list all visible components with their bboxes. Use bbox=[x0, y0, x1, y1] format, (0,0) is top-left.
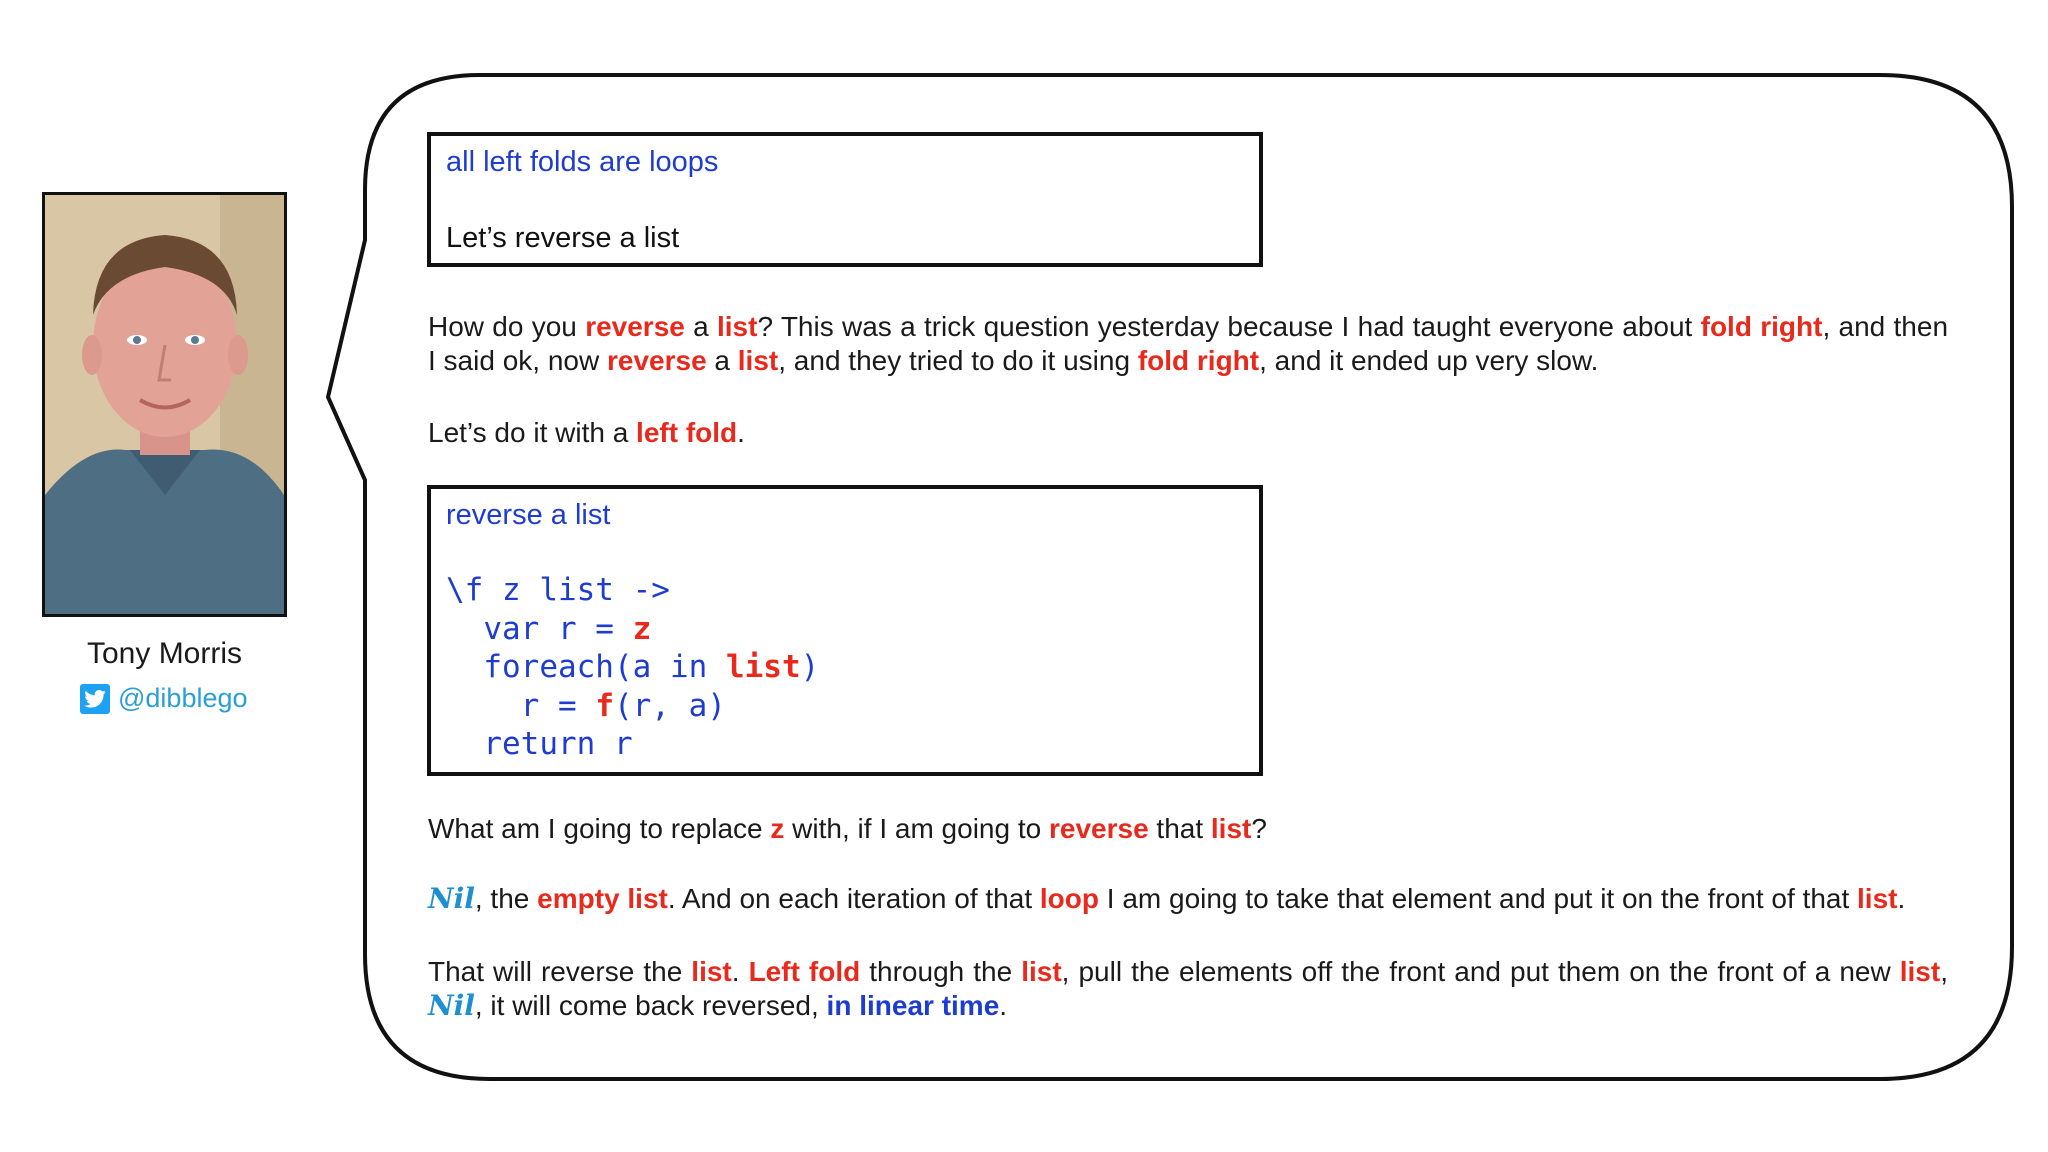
text-segment: , pull the elements off the front and put them on the front of a new bbox=[1061, 956, 1900, 987]
text-segment: Let’s do it with a bbox=[428, 417, 637, 448]
text-segment: list bbox=[717, 311, 758, 342]
topic-title: all left folds are loops bbox=[446, 146, 719, 178]
text-segment: Left fold bbox=[748, 956, 861, 987]
text-segment: , it will come back reversed, bbox=[474, 990, 827, 1021]
paragraph-5 bbox=[428, 955, 1948, 1023]
code-segment: z bbox=[632, 610, 652, 647]
text-segment: z bbox=[770, 813, 785, 844]
text-segment: ? This was a trick question yesterday because I had taught everyone about bbox=[757, 311, 1701, 342]
speaker-handle-text: @dibblego bbox=[118, 683, 248, 713]
text-segment: loop bbox=[1039, 883, 1099, 914]
text-segment: , and they tried to do it using bbox=[778, 345, 1138, 376]
text-segment: list bbox=[691, 956, 732, 987]
text-segment: , bbox=[1940, 956, 1948, 987]
topic-subtitle: Let’s reverse a list bbox=[446, 222, 680, 254]
code-title: reverse a list bbox=[446, 499, 611, 531]
topic-box bbox=[427, 132, 1263, 267]
text-segment: What am I going to replace bbox=[428, 813, 771, 844]
text-segment: , and it ended up very slow. bbox=[1259, 345, 1599, 376]
text-segment: ? bbox=[1251, 813, 1267, 844]
code-segment: var r = bbox=[446, 610, 633, 647]
text-segment: . bbox=[731, 956, 749, 987]
text-segment: Nil bbox=[428, 989, 475, 1022]
text-segment: with, if I am going to bbox=[784, 813, 1049, 844]
text-segment: , the bbox=[474, 883, 538, 914]
speaker-portrait bbox=[45, 195, 284, 614]
code-line bbox=[446, 687, 819, 726]
text-segment: . bbox=[1897, 883, 1906, 914]
text-segment: in linear time bbox=[826, 990, 1000, 1021]
code-segment: return r bbox=[446, 726, 633, 762]
twitter-icon bbox=[80, 684, 110, 714]
text-segment: left fold bbox=[636, 417, 738, 448]
text-segment: reverse bbox=[606, 345, 707, 376]
code-segment: ) bbox=[800, 649, 820, 685]
text-segment: . bbox=[999, 990, 1008, 1021]
code-segment: f bbox=[595, 687, 614, 724]
text-segment: list bbox=[1210, 813, 1252, 844]
text-segment: list bbox=[1899, 956, 1941, 987]
paragraph-2 bbox=[428, 416, 1948, 450]
code-segment: foreach(a in bbox=[446, 649, 726, 685]
text-segment: How do you bbox=[428, 311, 586, 342]
text-segment: reverse bbox=[1048, 813, 1149, 844]
code-line bbox=[446, 648, 819, 687]
text-segment: list bbox=[1857, 883, 1898, 914]
text-segment: I am going to take that element and put it on the front of that bbox=[1098, 883, 1858, 914]
text-segment: a bbox=[706, 345, 738, 376]
code-box bbox=[427, 485, 1263, 776]
text-segment: That will reverse the bbox=[428, 956, 692, 987]
code-segment: (r, a) bbox=[613, 687, 726, 724]
text-segment: through the bbox=[860, 956, 1022, 987]
speaker-photo bbox=[42, 192, 287, 617]
paragraph-1 bbox=[428, 310, 1948, 378]
code-segment: r = bbox=[446, 687, 596, 724]
speaker-name: Tony Morris bbox=[86, 637, 243, 670]
code-segment: \f z list -> bbox=[446, 572, 670, 608]
code-line bbox=[446, 571, 819, 610]
code-line bbox=[446, 610, 819, 649]
code-block bbox=[446, 571, 819, 764]
text-segment: . And on each iteration of that bbox=[667, 883, 1040, 914]
text-segment: Nil bbox=[428, 882, 475, 915]
code-segment: list bbox=[725, 649, 801, 685]
text-segment: reverse bbox=[585, 311, 685, 342]
code-line bbox=[446, 725, 819, 764]
speaker-handle[interactable] bbox=[80, 683, 248, 714]
text-segment: fold right bbox=[1700, 311, 1823, 342]
text-segment: , and then I said ok, now bbox=[428, 311, 1949, 376]
text-segment: . bbox=[737, 417, 745, 448]
text-segment: list bbox=[737, 345, 779, 376]
text-segment: a bbox=[684, 311, 717, 342]
text-segment: list bbox=[1021, 956, 1062, 987]
text-segment: fold right bbox=[1137, 345, 1260, 376]
text-segment: empty list bbox=[537, 883, 668, 914]
text-segment: that bbox=[1148, 813, 1211, 844]
paragraph-4 bbox=[428, 882, 1948, 916]
paragraph-3 bbox=[428, 812, 1948, 846]
